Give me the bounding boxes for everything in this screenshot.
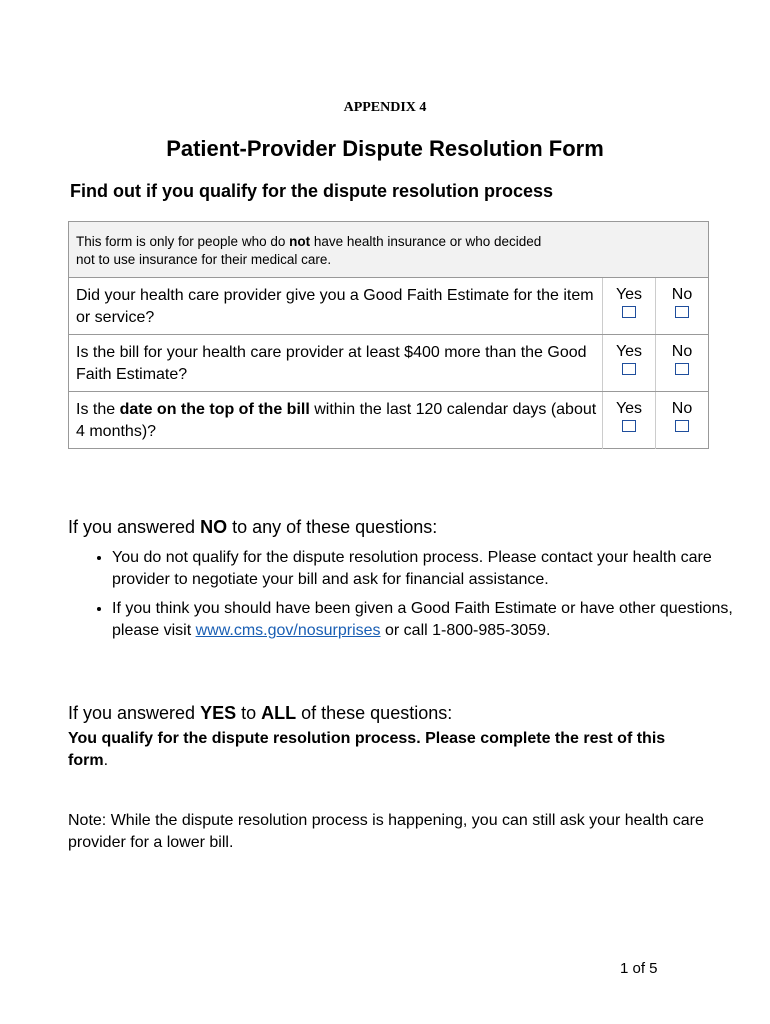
list-item: • If you think you should have been given a Good Faith Estimate or have other questions, please visit www.cms.gov/nosurprises or call 1-800-985-3059. — [112, 598, 752, 642]
question-row-3 — [69, 392, 709, 449]
appendix-label: APPENDIX 4 — [343, 100, 427, 115]
eligibility-table — [68, 221, 709, 449]
question-3-yes-checkbox[interactable] — [622, 420, 636, 432]
question-row-1 — [69, 278, 709, 335]
question-1-yes: Yes — [603, 278, 656, 335]
question-2-yes: Yes — [603, 335, 656, 392]
table-note-row — [69, 222, 709, 278]
question-3-no-checkbox[interactable] — [675, 420, 689, 432]
question-1-no-checkbox[interactable] — [675, 306, 689, 318]
list-item: • You do not qualify for the dispute resolution process. Please contact your health care provider to negotiate your bill and ask for financial assistance. — [112, 547, 752, 591]
question-2-no: No — [656, 335, 709, 392]
question-3-text: Is the date on the top of the bill within the last 120 calendar days (about 4 months)? — [76, 401, 597, 440]
form-subtitle: Find out if you qualify for the dispute resolution process — [70, 181, 554, 201]
yes-section-heading: If you answered YES to ALL of these questions: — [68, 703, 453, 723]
process-note: Note: While the dispute resolution process is happening, you can still ask your health care provider for a lower bill. — [68, 812, 704, 851]
question-2-no-checkbox[interactable] — [675, 363, 689, 375]
qualify-statement: You qualify for the dispute resolution process. Please complete the rest of this form. — [68, 730, 666, 769]
question-2-yes-checkbox[interactable] — [622, 363, 636, 375]
form-title: Patient-Provider Dispute Resolution Form — [166, 136, 604, 161]
question-row-2 — [69, 335, 709, 392]
question-3-yes: Yes — [603, 392, 656, 449]
no-section-heading: If you answered NO to any of these questions: — [68, 517, 438, 537]
question-3-no: No — [656, 392, 709, 449]
nosurprises-link[interactable]: www.cms.gov/nosurprises — [195, 622, 381, 639]
question-1-text: Did your health care provider give you a Good Faith Estimate for the item or service? — [76, 287, 594, 326]
insurance-note: This form is only for people who do not have health insurance or who decided not to use insurance for their medical care. — [76, 234, 542, 267]
question-1-no: No — [656, 278, 709, 335]
question-2-text: Is the bill for your health care provider at least $400 more than the Good Faith Estimate? — [76, 344, 587, 383]
page-number: 1 of 5 — [620, 960, 658, 977]
no-section-list — [72, 547, 752, 649]
question-1-yes-checkbox[interactable] — [622, 306, 636, 318]
